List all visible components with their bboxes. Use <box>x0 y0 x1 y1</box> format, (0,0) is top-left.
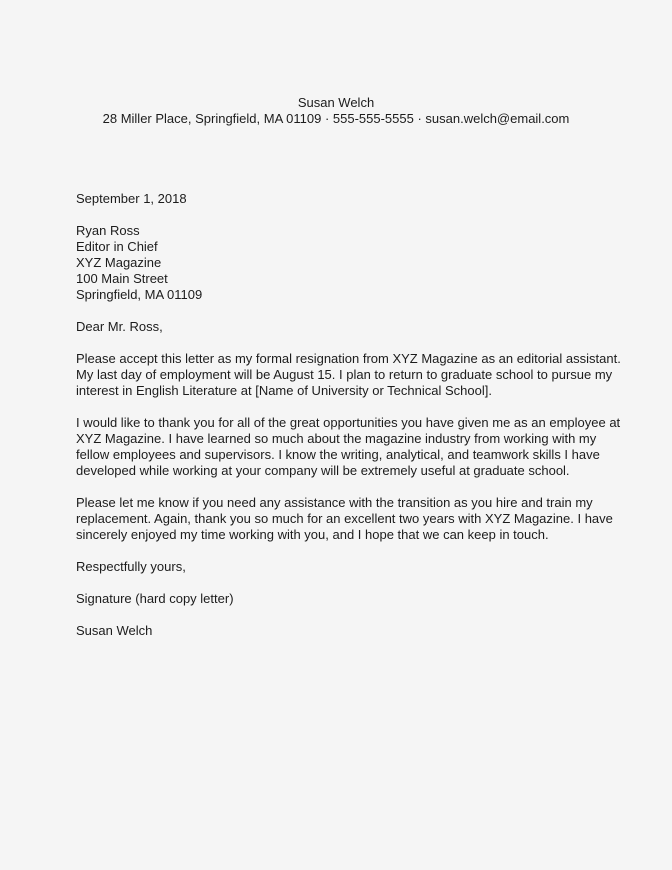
sender-name: Susan Welch <box>297 95 375 110</box>
paragraph-line: interest in English Literature at [Name of University or Technical School]. <box>76 383 492 398</box>
recipient-city: Springfield, MA 01109 <box>76 287 203 302</box>
recipient-title: Editor in Chief <box>76 239 158 254</box>
letter-header <box>0 95 672 127</box>
closing: Respectfully yours, <box>76 559 186 574</box>
signer-name: Susan Welch <box>76 623 153 638</box>
recipient-address <box>76 223 606 303</box>
paragraph-line: developed while working at your company will be extremely useful at graduate school. <box>76 463 570 478</box>
paragraph-line: My last day of employment will be August 15. I plan to return to graduate school to pursue my <box>76 367 613 382</box>
paragraph-line: Please let me know if you need any assistance with the transition as you hire and train my <box>76 495 593 510</box>
paragraph-line: Please accept this letter as my formal resignation from XYZ Magazine as an editorial assistant. <box>76 351 621 366</box>
recipient-name: Ryan Ross <box>76 223 140 238</box>
recipient-street: 100 Main Street <box>76 271 168 286</box>
paragraph-line: replacement. Again, thank you so much for an excellent two years with XYZ Magazine. I have <box>76 511 613 526</box>
paragraph-line: fellow employees and supervisors. I know the writing, analytical, and teamwork skills I have <box>76 447 600 462</box>
signature-note: Signature (hard copy letter) <box>76 591 234 606</box>
paragraph-2 <box>76 415 621 479</box>
letter-date: September 1, 2018 <box>76 191 187 206</box>
paragraph-line: I would like to thank you for all of the great opportunities you have given me as an employee at <box>76 415 621 430</box>
recipient-company: XYZ Magazine <box>76 255 162 270</box>
paragraph-3 <box>76 495 613 543</box>
paragraph-line: XYZ Magazine. I have learned so much about the magazine industry from working with my <box>76 431 597 446</box>
paragraph-line: sincerely enjoyed my time working with you, and I hope that we can keep in touch. <box>76 527 549 542</box>
sender-contact: 28 Miller Place, Springfield, MA 01109 · 555-555-5555 · susan.welch@email.com <box>102 111 570 126</box>
letter-body <box>76 191 621 639</box>
paragraph-1 <box>76 351 621 399</box>
salutation: Dear Mr. Ross, <box>76 319 163 334</box>
